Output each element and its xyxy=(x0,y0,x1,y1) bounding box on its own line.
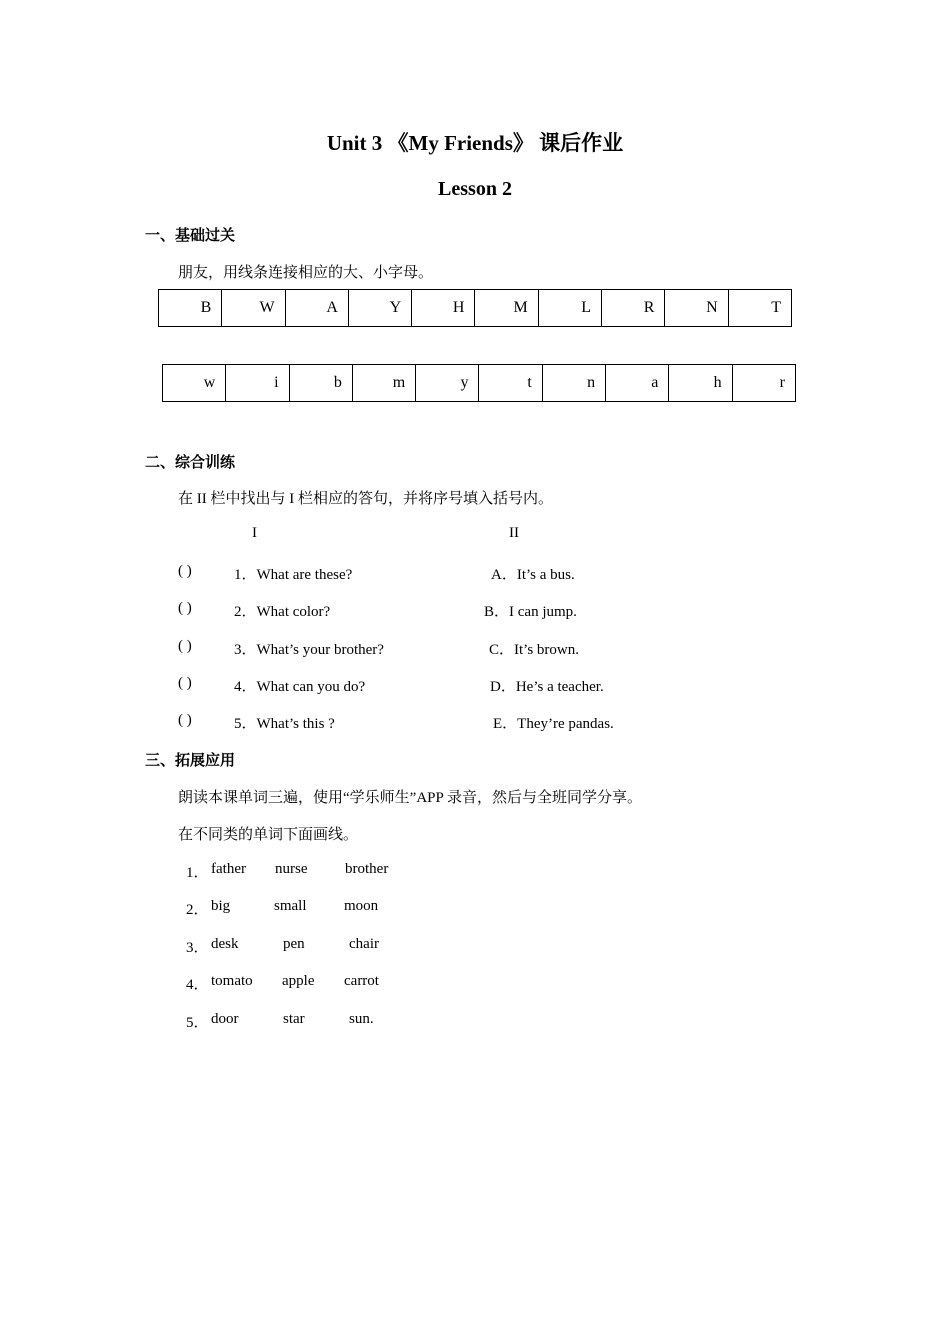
question-text: 2．What color? xyxy=(234,604,331,620)
word-item-number: 2． xyxy=(186,902,209,918)
uppercase-cell: N xyxy=(665,290,728,327)
lowercase-cell: n xyxy=(542,365,605,402)
uppercase-cell: R xyxy=(602,290,665,327)
word[interactable]: chair xyxy=(349,936,379,952)
answer-option: D．He’s a teacher. xyxy=(490,679,604,695)
answer-blank[interactable]: ( ) xyxy=(178,638,192,654)
word-item-number: 1． xyxy=(186,865,209,881)
lowercase-cell: a xyxy=(606,365,669,402)
lowercase-cell: b xyxy=(289,365,352,402)
question-text: 1．What are these? xyxy=(234,567,353,583)
answer-blank[interactable]: ( ) xyxy=(178,563,192,579)
uppercase-cell: A xyxy=(285,290,348,327)
section2-instruction: 在 II 栏中找出与 I 栏相应的答句，并将序号填入括号内。 xyxy=(178,491,553,507)
word[interactable]: moon xyxy=(344,898,379,914)
section3-line2: 在不同类的单词下面画线。 xyxy=(178,827,359,843)
word-item-number: 3． xyxy=(186,940,209,956)
word[interactable]: sun. xyxy=(349,1011,374,1027)
column-i-label: I xyxy=(252,525,257,541)
lowercase-cell: t xyxy=(479,365,542,402)
answer-blank[interactable]: ( ) xyxy=(178,675,192,691)
column-ii-label: II xyxy=(509,525,519,541)
section2-heading: 二、综合训练 xyxy=(145,453,236,471)
word[interactable]: door xyxy=(211,1011,239,1027)
answer-option: E．They’re pandas. xyxy=(493,716,614,732)
lowercase-cell: w xyxy=(163,365,226,402)
word[interactable]: pen xyxy=(283,936,305,952)
word[interactable]: desk xyxy=(211,936,239,952)
word[interactable]: small xyxy=(274,898,307,914)
word-item-number: 4． xyxy=(186,977,209,993)
uppercase-cell: L xyxy=(538,290,601,327)
word[interactable]: carrot xyxy=(344,973,379,989)
answer-option: C．It’s brown. xyxy=(489,642,580,658)
question-text: 5．What’s this ? xyxy=(234,716,335,732)
uppercase-cell: T xyxy=(728,290,791,327)
uppercase-cell: M xyxy=(475,290,538,327)
word-item-number: 5． xyxy=(186,1015,209,1031)
word[interactable]: brother xyxy=(345,861,389,877)
word[interactable]: big xyxy=(211,898,231,914)
uppercase-cell: B xyxy=(159,290,222,327)
uppercase-cell: Y xyxy=(348,290,411,327)
section1-heading: 一、基础过关 xyxy=(145,226,236,244)
word[interactable]: nurse xyxy=(275,861,308,877)
word[interactable]: apple xyxy=(282,973,315,989)
word[interactable]: star xyxy=(283,1011,305,1027)
section1-instruction: 朋友，用线条连接相应的大、小字母。 xyxy=(178,265,434,281)
uppercase-cell: W xyxy=(222,290,285,327)
lowercase-letter-table xyxy=(162,364,796,402)
question-text: 3．What’s your brother? xyxy=(234,642,384,658)
section3-line1: 朗读本课单词三遍，使用“学乐师生”APP 录音，然后与全班同学分享。 xyxy=(178,790,643,806)
uppercase-cell: H xyxy=(412,290,475,327)
question-text: 4．What can you do? xyxy=(234,679,366,695)
word[interactable]: tomato xyxy=(211,973,253,989)
lowercase-cell: h xyxy=(669,365,732,402)
lowercase-cell: i xyxy=(226,365,289,402)
uppercase-letter-table xyxy=(158,289,792,327)
page-title: Unit 3 《My Friends》 课后作业 xyxy=(326,131,624,155)
answer-blank[interactable]: ( ) xyxy=(178,600,192,616)
page-subtitle: Lesson 2 xyxy=(438,178,512,200)
lowercase-cell: r xyxy=(732,365,795,402)
word[interactable]: father xyxy=(211,861,246,877)
answer-blank[interactable]: ( ) xyxy=(178,712,192,728)
answer-option: A．It’s a bus. xyxy=(491,567,575,583)
lowercase-cell: y xyxy=(416,365,479,402)
section3-heading: 三、拓展应用 xyxy=(145,751,236,769)
answer-option: B．I can jump. xyxy=(484,604,577,620)
lowercase-cell: m xyxy=(352,365,415,402)
